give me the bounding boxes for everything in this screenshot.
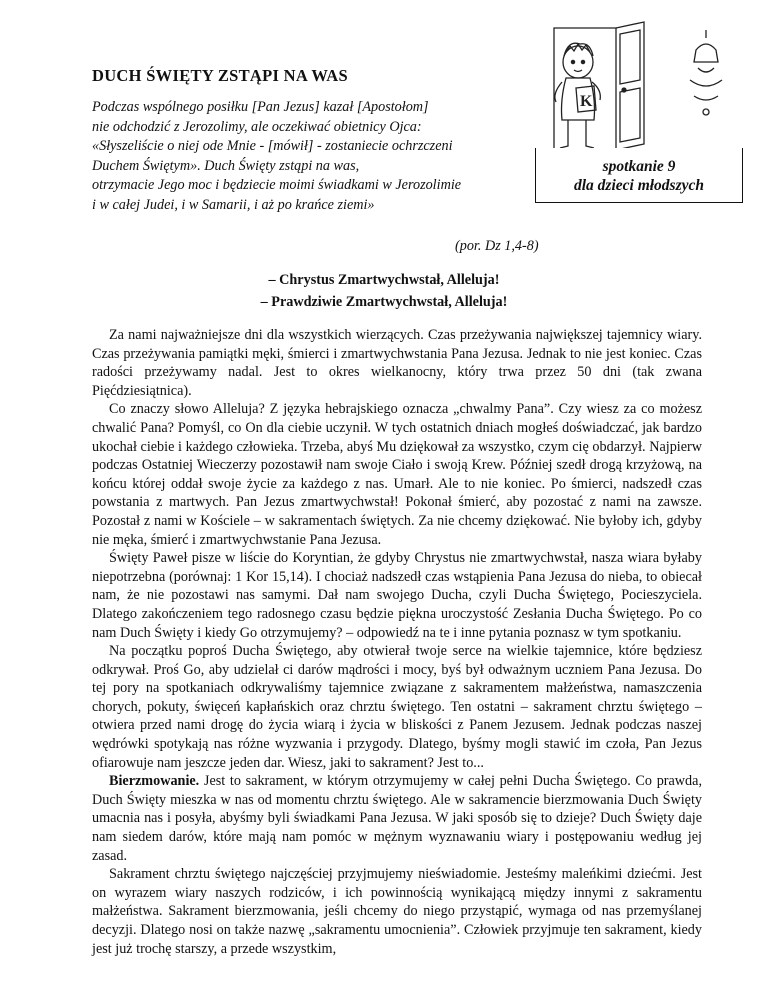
paragraph-lead: Bierzmowanie. [109, 773, 200, 790]
badge-meeting-number: spotkanie 9 [602, 158, 676, 175]
paragraph [92, 549, 702, 642]
paragraph [92, 772, 702, 865]
article-body [92, 326, 702, 958]
greeting-line: – Prawdziwie Zmartwychwstał, Alleluja! [260, 294, 508, 310]
badge-audience: dla dzieci młodszych [573, 177, 705, 194]
quote-line: otrzymacie Jego moc i będziecie moimi świadkami w Jerozolimie [92, 177, 462, 194]
quote-line: Duchem Świętym». Duch Święty zstąpi na was, [92, 157, 360, 174]
quote-reference: (por. Dz 1,4-8) [455, 238, 539, 254]
bible-quote [92, 98, 542, 216]
page-title: DUCH ŚWIĘTY ZSTĄPI NA WAS [92, 66, 348, 85]
paragraph-text: Sakrament chrztu świętego najczęściej przyjmujemy nieświadomie. Jesteśmy maleńkimi dziećmi. Jest on wyrazem wiary naszych rodziców, i ich powinnością wynikającą między innymi z sakramentu małżeństwa. Sakrament bierzmowania, jeśli chcemy do niego przystąpić, wymaga od nas przemyślanej decyzji. Dlatego nosi on także nazwę „sakramentu umocnienia”. Człowiek przyjmuje ten sakrament, kiedy jest już trochę starszy, a przede wszystkim, [92, 866, 702, 957]
paragraph [92, 400, 702, 549]
greeting-line: – Chrystus Zmartwychwstał, Alleluja! [268, 272, 500, 288]
quote-line: Podczas wspólnego posiłku [Pan Jezus] kazał [Apostołom] [92, 99, 429, 115]
quote-line: i w całej Judei, i w Samarii, i aż po krańce ziemi» [92, 196, 375, 213]
badge-letter: K [580, 93, 593, 110]
paragraph [92, 865, 702, 958]
paragraph-text: Jest to sakrament, w którym otrzymujemy w całej pełni Ducha Świętego. Co prawda, Duch Święty mieszka w nas od momentu chrztu świętego. Ale w sakramencie bierzmowania Duch Święty umacnia nas i posyła, abyśmy byli świadkami Pana Jezusa. W jaki sposób się to dzieje? Duch Święty daje nam siedem darów, które mają nam pomóc w mężnym wyznawaniu wiary i postępowaniu według jej zasad. [92, 773, 702, 864]
paragraph-text: Co znaczy słowo Alleluja? Z języka hebrajskiego oznacza „chwalmy Pana”. Czy wiesz za co możesz chwalić Pana? Pomyśl, co On dla ciebie uczynił. W tych ostatnich dniach mogłeś doświadczać, jak bardzo ukochał ciebie i każdego człowieka. Trzeba, abyś Mu dziękował za wszystko, czym cię obdarzył. Najpierw podczas Ostatniej Wieczerzy pozostawił nam swoje Ciało i swoją Krew. Później szedł drogą krzyżową, na końcu której oddał swoje życie za każdego z nas. Umarł. Ale to nie koniec. Po śmierci, nadszedł czas powstania z martwych. Pan Jezus zmartwychwstał! Pokonał śmierć, aby pozostać z nami na zawsze. Pozostał z nami w Kościele – w sakramentach świętych. Za nie chcemy dziękować. Nie byłoby ich, gdyby nie męka, śmierć i zmartwychwstanie Pana Jezusa. [92, 401, 702, 548]
meeting-badge [535, 148, 743, 203]
quote-line: «Słyszeliście o niej ode Mnie - [mówił] - zostaniecie ochrzczeni [92, 138, 453, 155]
paragraph-text: Na początku poproś Ducha Świętego, aby otwierał twoje serce na wielkie tajemnice, które będziesz odkrywał. Proś Go, aby udzielał ci darów mądrości i mocy, byś był odważnym uczniem Pana Jezusa. Do tej pory na spotkaniach odkrywaliśmy tajemnice związane z sakramentem małżeństwa, namaszczenia chorych, pokuty, święceń kapłańskich oraz chrztu świętego. Ten ostatni – sakrament chrztu świętego – otwiera przed nami drogę do życia wiarą i życia w bliskości z Panem Jezusem. Jednak podczas naszej wędrówki spotykają nas różne wyzwania i przygody. Dlatego, byśmy mogli stawić im czoła, Pan Jezus ofiarowuje nam jeszcze jeden dar. Wiesz, jaki to sakrament? Jest to... [92, 643, 702, 771]
paragraph [92, 326, 702, 400]
paragraph [92, 642, 702, 772]
quote-line: nie odchodzić z Jerozolimy, ale oczekiwać obietnicy Ojca: [92, 118, 422, 135]
paragraph-text: Za nami najważniejsze dni dla wszystkich wierzących. Czas przeżywania największej tajemnicy wiary. Czas przeżywania pamiątki męki, śmierci i zmartwychwstania Pana Jezusa. Jednak to nie jest koniec. Czas radości przeżywamy nadal. Jest to okres wielkanocny, który trwa przez 50 dni (tak zwana Pięćdziesiątnica). [92, 327, 702, 399]
child-at-door-drawing [546, 20, 736, 155]
paragraph-text: Święty Paweł pisze w liście do Koryntian, że gdyby Chrystus nie zmartwychwstał, nasza wiara byłaby niepotrzebna (porównaj: 1 Kor 15,14). I chociaż nadszedł czas wstąpienia Pana Jezusa do nieba, to obiecał nam, że nie pozostawi nas samymi. Dał nam swojego Ducha, czyli Ducha Świętego, Pocieszyciela. Dlatego zakończeniem tego radosnego czasu będzie piękna uroczystość Zesłania Ducha Świętego. Po co nam Duch Święty i kiedy Go otrzymujemy? – odpowiedź na te i inne pytania poznasz w tym spotkaniu. [92, 550, 702, 641]
